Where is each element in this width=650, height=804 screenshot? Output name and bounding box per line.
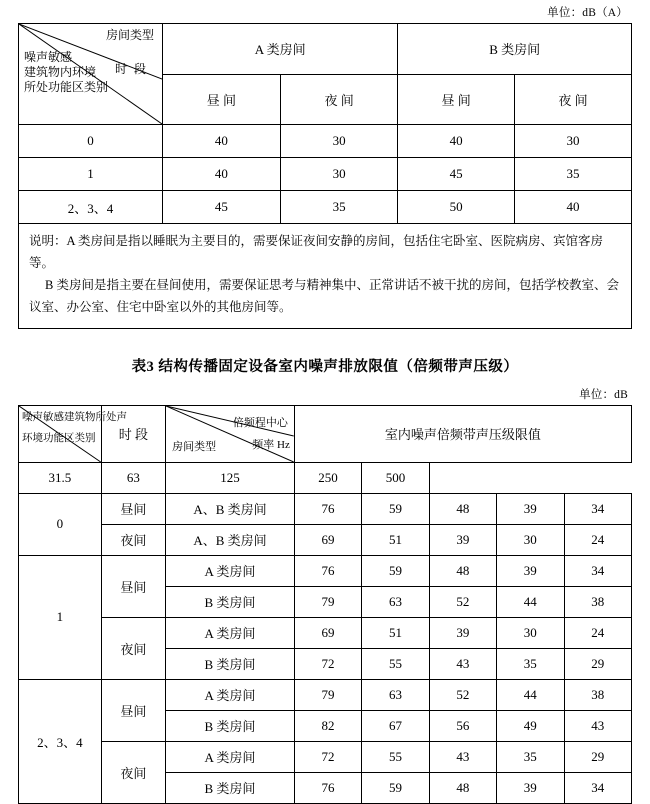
- cell-value: 50: [398, 191, 514, 224]
- row-period: 昼间: [101, 555, 165, 617]
- table-row-notes: [19, 224, 632, 329]
- cell-value: 69: [294, 617, 361, 648]
- table-row: [19, 493, 632, 524]
- corner-label-line-2: 环境功能区类别: [22, 432, 96, 444]
- corner-label-band-center: 倍频程中心: [232, 416, 288, 429]
- note-line-2: B 类房间是指主要在昼间使用，需要保证思考与精神集中、正常讲话不被干扰的房间，包括学校教室、会议室、办公室、住宅中卧室以外的其他房间等。: [29, 277, 619, 314]
- cell-value: 40: [514, 191, 631, 224]
- table-row: [19, 125, 632, 158]
- cell-value: 72: [294, 741, 361, 772]
- corner-label-line-2: 建筑物内环境: [24, 65, 97, 79]
- cell-value: 45: [163, 191, 281, 224]
- cell-value: 79: [294, 679, 361, 710]
- row-period: 昼间: [101, 679, 165, 741]
- corner-label-category: [24, 50, 108, 95]
- row-category: 1: [19, 555, 102, 679]
- header-period-a-night: 夜 间: [280, 74, 398, 125]
- cell-value: 82: [294, 710, 361, 741]
- cell-value: 24: [564, 524, 631, 555]
- header-band-31-5: 31.5: [19, 462, 102, 493]
- cell-value: 44: [497, 586, 564, 617]
- cell-value: 48: [429, 555, 496, 586]
- cell-value: 39: [497, 493, 564, 524]
- cell-value: 44: [497, 679, 564, 710]
- table-row: [19, 524, 632, 555]
- row-category: 2、3、4: [19, 191, 163, 224]
- cell-value: 72: [294, 648, 361, 679]
- cell-value: 59: [362, 493, 429, 524]
- corner-header-room-freq: [166, 405, 295, 462]
- row-room-type: A、B 类房间: [166, 524, 295, 555]
- table-structure-unit-note: 单位：dB: [579, 388, 628, 401]
- cell-value: 24: [564, 617, 631, 648]
- cell-value: 63: [362, 586, 429, 617]
- cell-value: 59: [362, 772, 429, 803]
- corner-label-line-1: 噪声敏感: [24, 50, 73, 64]
- cell-value: 45: [398, 158, 514, 191]
- row-room-type: B 类房间: [166, 772, 295, 803]
- cell-value: 29: [564, 741, 631, 772]
- cell-value: 30: [280, 158, 398, 191]
- row-period: 夜间: [101, 617, 165, 679]
- cell-value: 40: [398, 125, 514, 158]
- cell-value: 39: [429, 617, 496, 648]
- cell-value: 49: [497, 710, 564, 741]
- table-structure-caption: 表3 结构传播固定设备室内噪声排放限值（倍频带声压级）: [131, 358, 519, 375]
- cell-value: 52: [429, 679, 496, 710]
- corner-header-cell: [19, 24, 163, 125]
- table-structure-limits: [18, 405, 632, 804]
- cell-value: 51: [362, 617, 429, 648]
- corner-label-room-type: 房间类型: [172, 440, 217, 453]
- row-category: 2、3、4: [19, 679, 102, 803]
- cell-value: 30: [497, 524, 564, 555]
- cell-value: 35: [497, 741, 564, 772]
- header-band-500: 500: [362, 462, 429, 493]
- cell-value: 43: [564, 710, 631, 741]
- cell-value: 59: [362, 555, 429, 586]
- cell-value: 34: [564, 493, 631, 524]
- row-room-type: A、B 类房间: [166, 493, 295, 524]
- cell-value: 67: [362, 710, 429, 741]
- cell-value: 34: [564, 772, 631, 803]
- table-row: [19, 679, 632, 710]
- header-room-type-a: A 类房间: [163, 24, 398, 75]
- cell-value: 38: [564, 679, 631, 710]
- cell-value: 30: [497, 617, 564, 648]
- cell-value: 43: [429, 741, 496, 772]
- corner-header-category: [19, 405, 127, 462]
- row-category: 0: [19, 125, 163, 158]
- table-ambient-unit-note: 单位：dB（A）: [547, 7, 628, 19]
- cell-value: 63: [362, 679, 429, 710]
- cell-value: 35: [280, 191, 398, 224]
- table-row-header-1: [19, 24, 632, 75]
- cell-value: 35: [497, 648, 564, 679]
- row-room-type: A 类房间: [166, 679, 295, 710]
- corner-label-frequency: 频率 Hz: [252, 438, 290, 451]
- row-room-type: B 类房间: [166, 710, 295, 741]
- row-room-type: A 类房间: [166, 741, 295, 772]
- row-period: 夜间: [101, 741, 165, 803]
- row-room-type: B 类房间: [166, 648, 295, 679]
- header-room-type-b: B 类房间: [398, 24, 632, 75]
- cell-value: 48: [429, 493, 496, 524]
- table-row: [19, 617, 632, 648]
- cell-value: 39: [497, 772, 564, 803]
- row-category: 0: [19, 493, 102, 555]
- cell-value: 52: [429, 586, 496, 617]
- cell-value: 34: [564, 555, 631, 586]
- cell-value: 76: [294, 555, 361, 586]
- corner-label-line-3: 所处功能区类别: [24, 80, 109, 94]
- cell-value: 40: [163, 125, 281, 158]
- table-row-header-2: [19, 462, 632, 493]
- table-row: [19, 555, 632, 586]
- corner-label-room-type: 房间类型: [106, 28, 155, 42]
- corner-label-line-1: 噪声敏感建筑物所处声: [22, 411, 127, 423]
- cell-value: 76: [294, 772, 361, 803]
- document-page: [0, 4, 650, 795]
- table-row-header-1: [19, 405, 632, 462]
- cell-value: 35: [514, 158, 631, 191]
- cell-value: 69: [294, 524, 361, 555]
- header-limits: 室内噪声倍频带声压级限值: [294, 405, 631, 462]
- table-notes: [19, 224, 632, 329]
- header-period: 时 段: [101, 405, 165, 462]
- cell-value: 30: [280, 125, 398, 158]
- row-room-type: A 类房间: [166, 555, 295, 586]
- cell-value: 40: [163, 158, 281, 191]
- table-row: [19, 158, 632, 191]
- cell-value: 48: [429, 772, 496, 803]
- header-band-125: 125: [166, 462, 295, 493]
- cell-value: 79: [294, 586, 361, 617]
- header-period-b-night: 夜 间: [514, 74, 631, 125]
- table-row: [19, 741, 632, 772]
- table-row: [19, 191, 632, 224]
- header-period-b-day: 昼 间: [398, 74, 514, 125]
- cell-value: 29: [564, 648, 631, 679]
- row-period: 夜间: [101, 524, 165, 555]
- cell-value: 55: [362, 741, 429, 772]
- cell-value: 43: [429, 648, 496, 679]
- cell-value: 51: [362, 524, 429, 555]
- note-line-1: 说明：A 类房间是指以睡眠为主要目的，需要保证夜间安静的房间，包括住宅卧室、医院病房、宾馆客房等。: [29, 234, 603, 270]
- row-category: 1: [19, 158, 163, 191]
- table-ambient-limits: [18, 23, 632, 329]
- cell-value: 76: [294, 493, 361, 524]
- row-room-type: B 类房间: [166, 586, 295, 617]
- row-period: 昼间: [101, 493, 165, 524]
- cell-value: 39: [429, 524, 496, 555]
- corner-label-period: 时 段: [115, 62, 149, 76]
- header-band-250: 250: [294, 462, 361, 493]
- cell-value: 39: [497, 555, 564, 586]
- row-room-type: A 类房间: [166, 617, 295, 648]
- header-band-63: 63: [101, 462, 165, 493]
- cell-value: 55: [362, 648, 429, 679]
- header-period-a-day: 昼 间: [163, 74, 281, 125]
- cell-value: 38: [564, 586, 631, 617]
- cell-value: 30: [514, 125, 631, 158]
- cell-value: 56: [429, 710, 496, 741]
